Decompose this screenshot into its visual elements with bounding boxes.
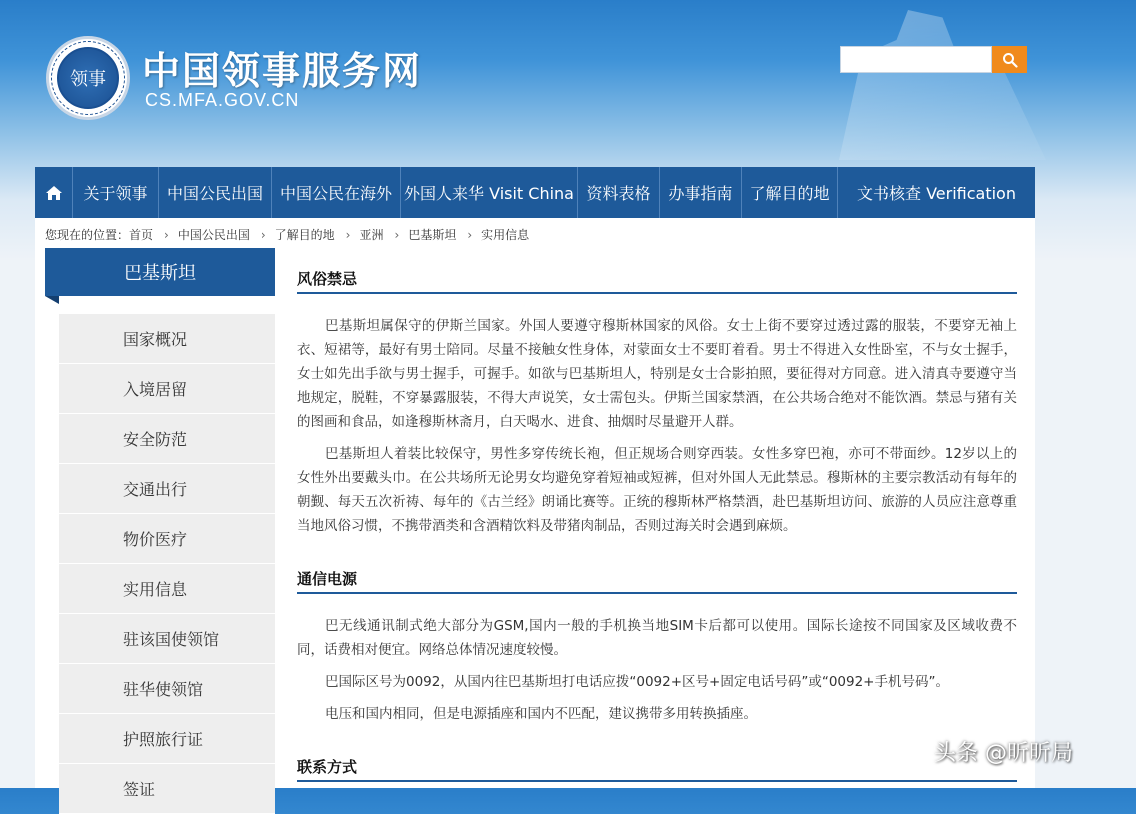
paragraph: 巴国际区号为0092，从国内往巴基斯坦打电话应拨“0092+区号+固定电话号码”或“0092+手机号码”。 <box>325 674 949 690</box>
home-icon <box>45 185 63 201</box>
sidebar-item-prices-medical[interactable]: 物价医疗 <box>59 514 275 564</box>
site-title[interactable]: 中国领事服务网 <box>142 48 423 93</box>
section-title-customs: 风俗禁忌 <box>297 268 1017 294</box>
breadcrumb-item[interactable]: 了解目的地 <box>274 228 335 242</box>
sidebar-item-practical-info[interactable]: 实用信息 <box>59 564 275 614</box>
paragraph: 巴无线通讯制式绝大部分为GSM,国内一般的手机换当地SIM卡后都可以使用。国际长途按不同国家及区域收费不同，话费相对便宜。网络总体情况速度较慢。 <box>297 618 1017 658</box>
section-title-contact: 联系方式 <box>297 756 1017 782</box>
seal-center: 领事 <box>57 47 119 109</box>
section-title-telecom: 通信电源 <box>297 568 1017 594</box>
breadcrumb-item[interactable]: 实用信息 <box>481 228 530 242</box>
breadcrumb-item[interactable]: 巴基斯坦 <box>408 228 457 242</box>
sidebar-item-embassy-in-china[interactable]: 驻华使领馆 <box>59 664 275 714</box>
nav-item-verification[interactable]: 文书核查 Verification <box>857 184 1016 203</box>
search-icon <box>1002 52 1018 68</box>
great-wall-decoration <box>816 10 1046 160</box>
home-button[interactable] <box>35 167 73 218</box>
chevron-right-icon: › <box>467 228 473 242</box>
sidebar-item-transport[interactable]: 交通出行 <box>59 464 275 514</box>
breadcrumb-item[interactable]: 中国公民出国 <box>177 228 250 242</box>
paragraph: 电压和国内相同，但是电源插座和国内不匹配，建议携带多用转换插座。 <box>325 706 757 722</box>
consular-seal-logo[interactable] <box>46 36 130 120</box>
nav-item-visit-china[interactable]: 外国人来华 Visit China <box>401 167 578 218</box>
watermark: 头条 @昕昕局 <box>934 741 1073 766</box>
breadcrumb-item[interactable]: 亚洲 <box>359 228 384 242</box>
breadcrumb-prefix[interactable]: 您现在的位置：首页 <box>45 228 154 242</box>
main-panel <box>35 218 1035 799</box>
nav-item-citizens-overseas[interactable]: 中国公民在海外 <box>272 167 401 218</box>
main-nav <box>35 167 1035 218</box>
site-header <box>0 0 1136 167</box>
article-content <box>297 268 1017 802</box>
sidebar-item-embassy-in-country[interactable]: 驻该国使领馆 <box>59 614 275 664</box>
nav-item-forms[interactable]: 资料表格 <box>578 167 660 218</box>
sidebar-title: 巴基斯坦 <box>45 248 275 296</box>
search-input[interactable] <box>840 46 992 73</box>
search-button[interactable] <box>992 46 1027 73</box>
sidebar-menu <box>59 314 275 814</box>
seal-ring <box>51 41 125 115</box>
paragraph: 巴基斯坦人着装比较保守，男性多穿传统长袍，但正规场合则穿西装。女性多穿巴袍，亦可不带面纱。12岁以上的女性外出要戴头巾。在公共场所无论男女均避免穿着短袖或短裤，但对外国人无此禁忌。穆斯林的主要宗教活动有每年的朝觐、每天五次祈祷、每年的《古兰经》朗诵比赛等。正统的穆斯林严格禁酒，赴巴基斯坦访问、旅游的人员应注意尊重当地风俗习惯，不携带酒类和含酒精饮料及带猪肉制品，否则过海关时会遇到麻烦。 <box>297 446 1017 534</box>
chevron-right-icon: › <box>260 228 266 242</box>
chevron-right-icon: › <box>394 228 400 242</box>
paragraph: 巴基斯坦属保守的伊斯兰国家。外国人要遵守穆斯林国家的风俗。女士上街不要穿过透过露的服装，不要穿无袖上衣、短裙等，最好有男士陪同。尽量不接触女性身体，对蒙面女士不要盯着看。男士不得进入女性卧室，不与女士握手，女士如先出手欲与男士握手，可握手。如欲与巴基斯坦人，特别是女士合影拍照，要征得对方同意。进入清真寺要遵守当地规定，脱鞋，不穿暴露服装，不得大声说笑，女士需包头。伊斯兰国家禁酒，在公共场合绝对不能饮酒。禁忌与猪有关的图画和食品，如逢穆斯林斋月，白天喝水、进食、抽烟时尽量避开人群。 <box>297 318 1017 430</box>
nav-item-service-guide[interactable]: 办事指南 <box>660 167 742 218</box>
site-url: CS.MFA.GOV.CN <box>145 90 300 110</box>
sidebar-item-visa[interactable]: 签证 <box>59 764 275 814</box>
chevron-right-icon: › <box>164 228 169 242</box>
sidebar-item-safety[interactable]: 安全防范 <box>59 414 275 464</box>
nav-item-citizens-abroad-travel[interactable]: 中国公民出国 <box>159 167 272 218</box>
breadcrumb <box>45 226 531 243</box>
nav-item-about-consular[interactable]: 关于领事 <box>73 167 159 218</box>
nav-item-destinations[interactable]: 了解目的地 <box>742 167 838 218</box>
sidebar-item-passport[interactable]: 护照旅行证 <box>59 714 275 764</box>
chevron-right-icon: › <box>345 228 351 242</box>
sidebar-item-entry-residence[interactable]: 入境居留 <box>59 364 275 414</box>
sidebar-item-country-overview[interactable]: 国家概况 <box>59 314 275 364</box>
